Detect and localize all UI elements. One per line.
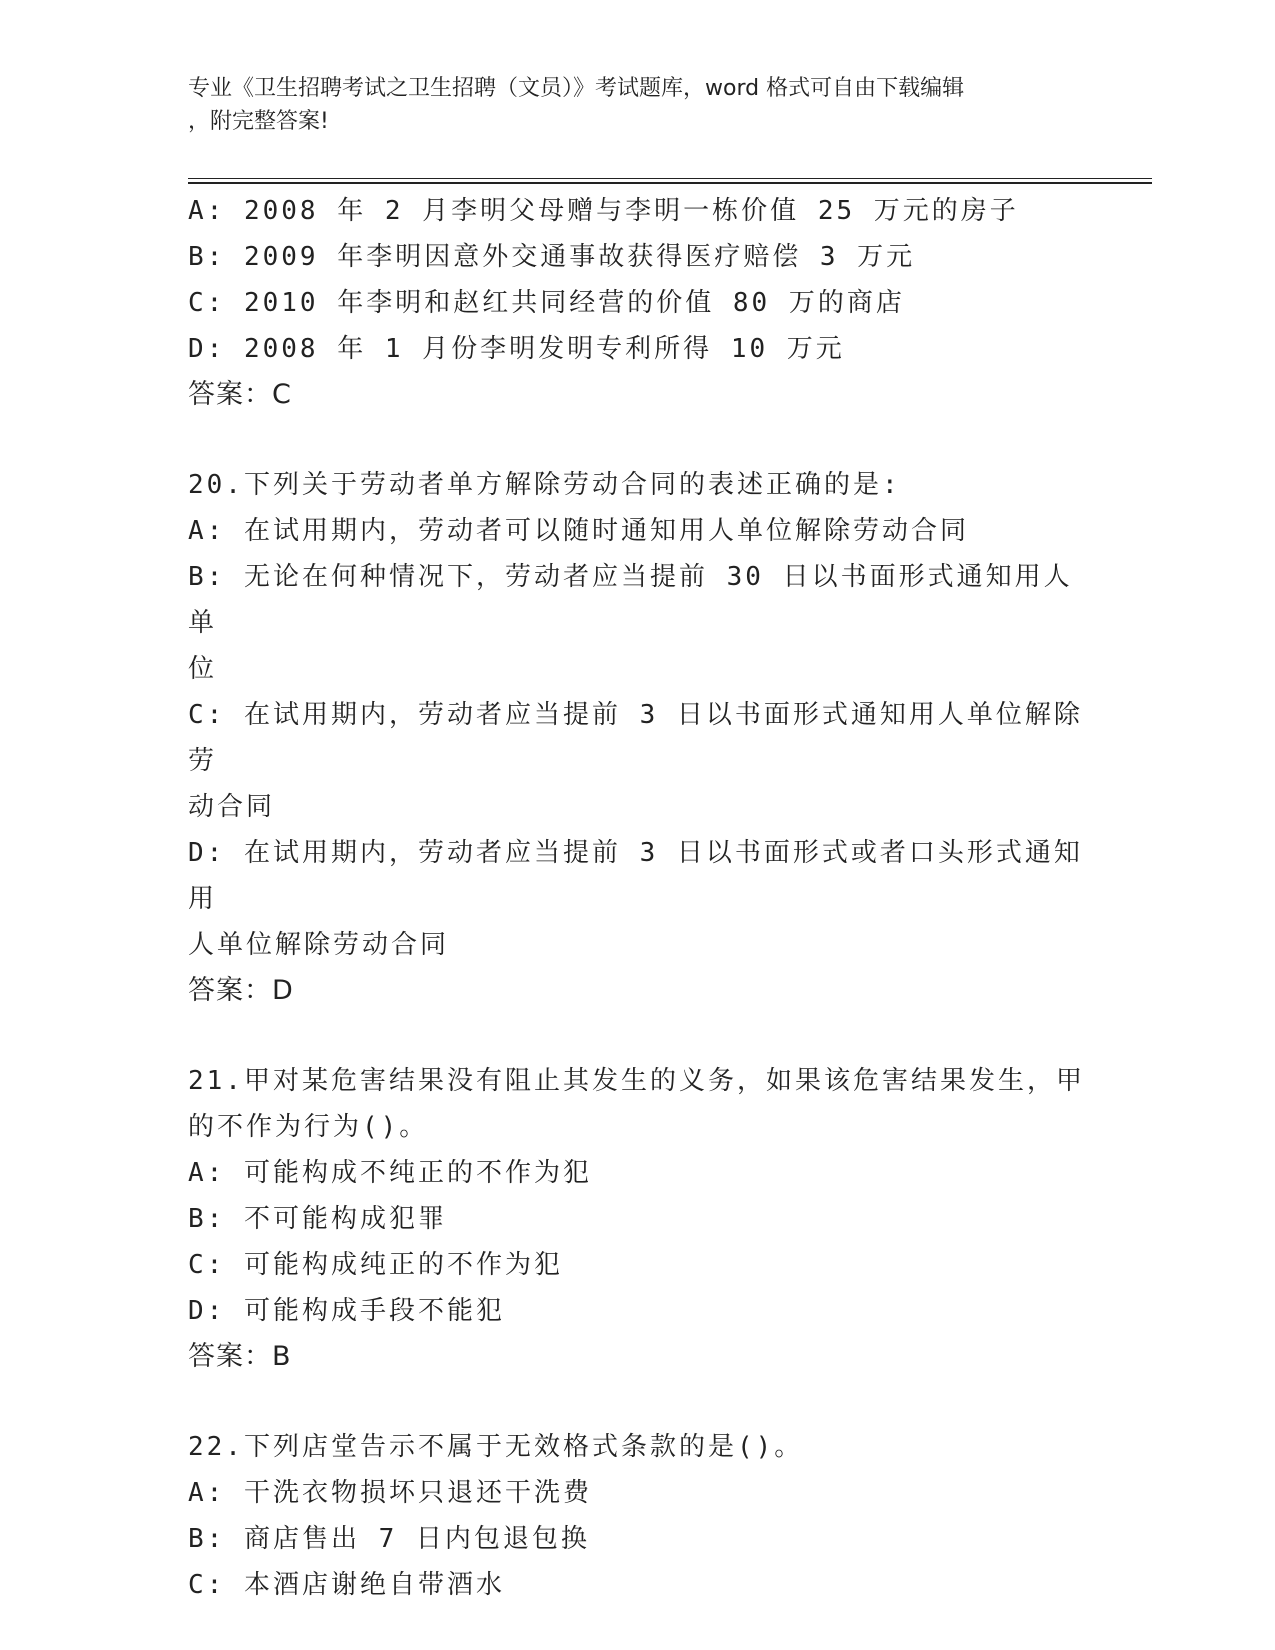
question-20 <box>188 462 1088 1014</box>
spacer <box>188 418 1088 462</box>
option-c: C: 在试用期内，劳动者应当提前 3 日以书面形式通知用人单位解除劳 <box>188 700 1083 776</box>
option-d-continued: 人单位解除劳动合同 <box>188 930 450 960</box>
header-line-2: ，附完整答案! <box>188 109 329 134</box>
header-line-1: 专业《卫生招聘考试之卫生招聘（文员）》考试题库，word 格式可自由下载编辑 <box>188 76 965 101</box>
option-c-continued: 动合同 <box>188 792 276 822</box>
answer: 答案：C <box>188 379 292 410</box>
question-19 <box>188 188 1088 418</box>
option-d: D: 在试用期内，劳动者应当提前 3 日以书面形式或者口头形式通知用 <box>188 838 1083 914</box>
option-d: D: 2008 年 1 月份李明发明专利所得 10 万元 <box>188 334 845 364</box>
header-divider-top <box>188 178 1152 179</box>
question-text: 21.甲对某危害结果没有阻止其发生的义务，如果该危害结果发生，甲 <box>188 1066 1085 1096</box>
answer: 答案：B <box>188 1341 292 1372</box>
option-a: A: 可能构成不纯正的不作为犯 <box>188 1158 592 1188</box>
option-b: B: 无论在何种情况下，劳动者应当提前 30 日以书面形式通知用人单 <box>188 562 1073 638</box>
spacer <box>188 1014 1088 1058</box>
option-d: D: 可能构成手段不能犯 <box>188 1296 505 1326</box>
document-header <box>188 72 1068 138</box>
option-a: A: 2008 年 2 月李明父母赠与李明一栋价值 25 万元的房子 <box>188 196 1019 226</box>
spacer <box>188 1380 1088 1424</box>
option-c: C: 本酒店谢绝自带酒水 <box>188 1570 505 1600</box>
question-list <box>188 188 1088 1608</box>
option-b: B: 不可能构成犯罪 <box>188 1204 447 1234</box>
question-text: 20.下列关于劳动者单方解除劳动合同的表述正确的是: <box>188 470 901 500</box>
option-b: B: 商店售出 7 日内包退包换 <box>188 1524 590 1554</box>
option-a: A: 干洗衣物损坏只退还干洗费 <box>188 1478 592 1508</box>
option-b-continued: 位 <box>188 654 218 684</box>
question-text-continued: 的不作为行为()。 <box>188 1112 429 1142</box>
option-c: C: 可能构成纯正的不作为犯 <box>188 1250 563 1280</box>
question-text: 22.下列店堂告示不属于无效格式条款的是()。 <box>188 1432 804 1462</box>
option-c: C: 2010 年李明和赵红共同经营的价值 80 万的商店 <box>188 288 905 318</box>
question-22 <box>188 1424 1088 1608</box>
option-b: B: 2009 年李明因意外交通事故获得医疗赔偿 3 万元 <box>188 242 916 272</box>
answer: 答案：D <box>188 975 294 1006</box>
header-divider-bottom <box>188 182 1152 184</box>
option-a: A: 在试用期内，劳动者可以随时通知用人单位解除劳动合同 <box>188 516 969 546</box>
question-21 <box>188 1058 1088 1380</box>
